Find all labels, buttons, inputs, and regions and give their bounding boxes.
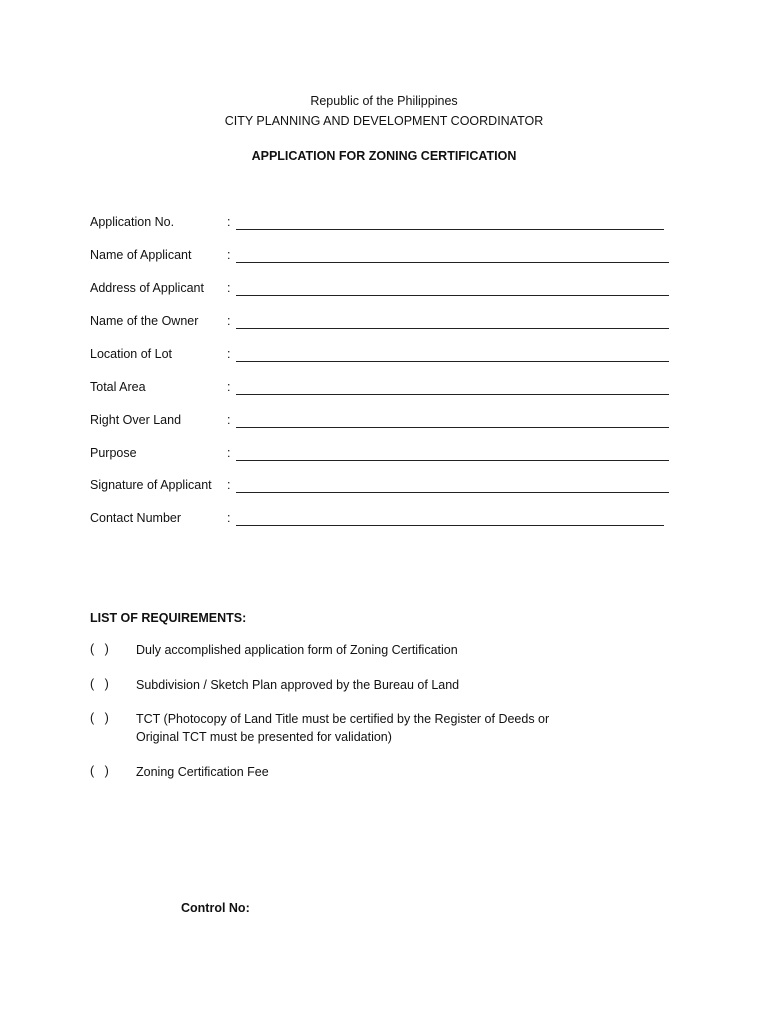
total-area-line[interactable] [236,394,669,395]
control-number-label: Control No: [181,901,250,915]
requirements-title: LIST OF REQUIREMENTS: [90,611,247,625]
field-colon: : [227,314,231,328]
location-of-lot-line[interactable] [236,361,669,362]
requirement-checkbox[interactable]: ( ) [90,642,109,656]
field-label-signature-of-applicant: Signature of Applicant [90,478,212,492]
requirement-item-tct [136,710,696,746]
field-colon: : [227,478,231,492]
requirement-item-tct-line1: TCT (Photocopy of Land Title must be certified by the Register of Deeds or [136,712,550,726]
requirement-item-certification-fee: Zoning Certification Fee [136,765,269,779]
contact-number-line[interactable] [236,525,664,526]
application-no-line[interactable] [236,229,664,230]
name-of-applicant-line[interactable] [236,262,669,263]
field-colon: : [227,281,231,295]
field-colon: : [227,380,231,394]
field-colon: : [227,511,231,525]
field-colon: : [227,347,231,361]
field-label-address-of-applicant: Address of Applicant [90,281,204,295]
name-of-owner-line[interactable] [236,328,669,329]
requirement-checkbox[interactable]: ( ) [90,711,109,725]
field-label-name-of-applicant: Name of Applicant [90,248,192,262]
office-heading: CITY PLANNING AND DEVELOPMENT COORDINATOR [224,114,544,128]
field-label-contact-number: Contact Number [90,511,182,525]
right-over-land-line[interactable] [236,427,669,428]
field-label-application-no: Application No. [90,215,175,229]
field-label-location-of-lot: Location of Lot [90,347,173,361]
signature-of-applicant-line[interactable] [236,492,669,493]
field-label-total-area: Total Area [90,380,146,394]
field-colon: : [227,413,231,427]
requirement-checkbox[interactable]: ( ) [90,677,109,691]
field-colon: : [227,446,231,460]
field-colon: : [227,248,231,262]
purpose-line[interactable] [236,460,669,461]
address-of-applicant-line[interactable] [236,295,669,296]
requirement-item-sketch-plan: Subdivision / Sketch Plan approved by the Bureau of Land [136,678,460,692]
field-label-purpose: Purpose [90,446,137,460]
field-label-right-over-land: Right Over Land [90,413,182,427]
requirement-checkbox[interactable]: ( ) [90,764,109,778]
form-title: APPLICATION FOR ZONING CERTIFICATION [251,149,517,163]
requirement-item-application-form: Duly accomplished application form of Zoning Certification [136,643,458,657]
field-label-name-of-owner: Name of the Owner [90,314,199,328]
republic-heading: Republic of the Philippines [310,94,458,108]
field-colon: : [227,215,231,229]
requirement-item-tct-line2: Original TCT must be presented for validation) [136,730,392,744]
